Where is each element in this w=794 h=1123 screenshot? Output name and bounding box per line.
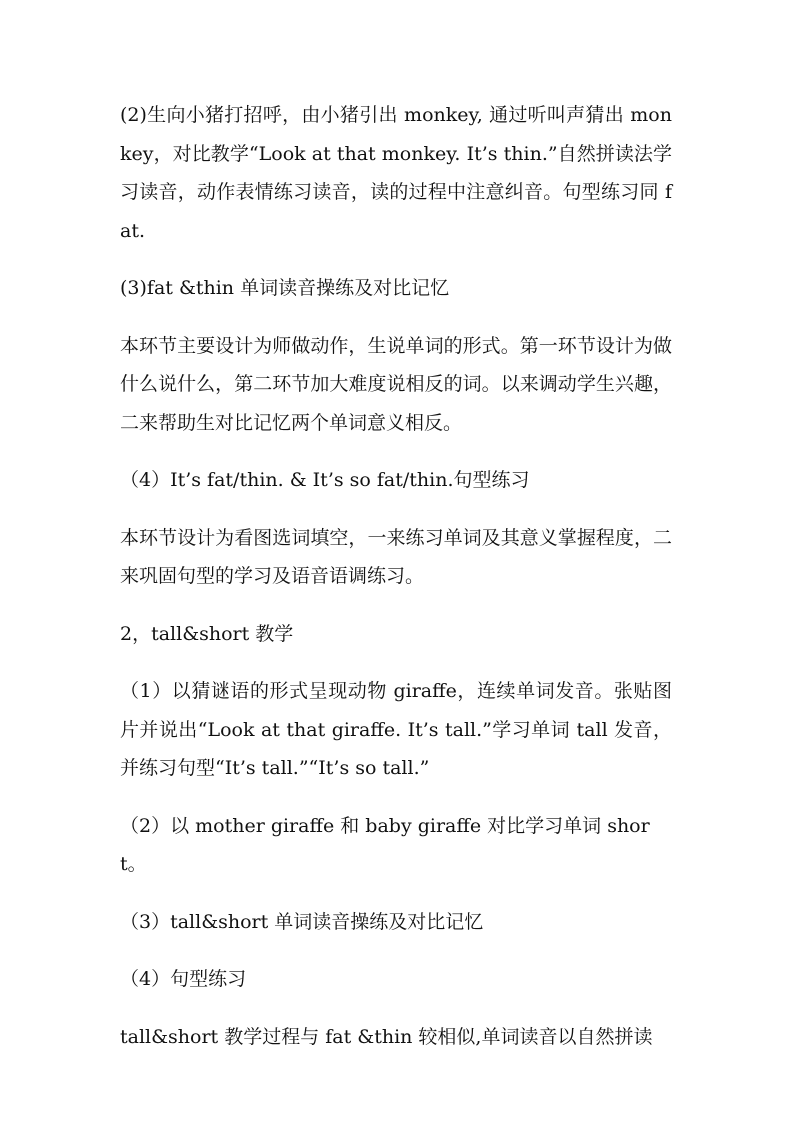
heading-tall-short: 2，tall&short 教学	[120, 622, 294, 645]
document-body	[120, 96, 672, 1075]
paragraph-tall-short-process: tall&short 教学过程与 fat &thin 较相似,单词读音以自然拼读	[120, 1025, 653, 1048]
heading-sentence-practice: （4）It’s fat/thin. & It’s so fat/thin.句型练习	[120, 469, 530, 491]
paragraph-fill-blank-design: 本环节设计为看图选词填空，一来练习单词及其意义掌握程度，二来巩固句型的学习及语音语调练习。	[120, 526, 672, 587]
heading-fat-thin-practice: (3)fat &thin 单词读音操练及对比记忆	[120, 277, 450, 299]
paragraph-short-lesson: （2）以 mother giraffe 和 baby giraffe 对比学习单词 short。	[120, 814, 650, 875]
paragraph-giraffe-lesson: （1）以猜谜语的形式呈现动物 giraffe，连续单词发音。张贴图片并说出“Look at that giraffe. It’s tall.”学习单词 tall 发音，并练习句型“It’s tall.”“It’s so tall.”	[120, 680, 672, 779]
heading-sentence-drill: （4）句型练习	[120, 968, 247, 990]
paragraph-monkey-lesson: (2)生向小猪打招呼，由小猪引出 monkey, 通过听叫声猜出 monkey，对比教学“Look at that monkey. It’s thin.”自然拼读法学习读音，动作表情练习读音，读的过程中注意纠音。句型练习同 fat.	[120, 104, 672, 242]
paragraph-fat-thin-design: 本环节主要设计为师做动作，生说单词的形式。第一环节设计为做什么说什么，第二环节加大难度说相反的词。以来调动学生兴趣，二来帮助生对比记忆两个单词意义相反。	[120, 334, 672, 434]
heading-tall-short-practice: （3）tall&short 单词读音操练及对比记忆	[120, 910, 484, 933]
